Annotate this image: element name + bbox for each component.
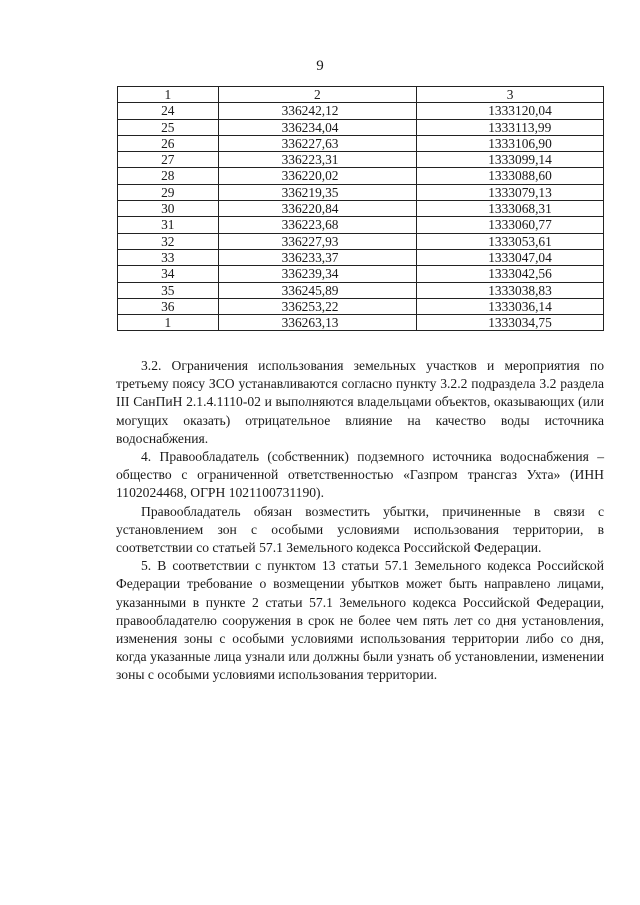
y-coordinate-cell: 1333047,04 [417, 249, 604, 265]
table-row [118, 201, 604, 217]
y-coordinate-cell: 1333042,56 [417, 266, 604, 282]
y-coordinate-cell: 1333088,60 [417, 168, 604, 184]
paragraph-compensation: Правообладатель обязан возместить убытки, причиненные в связи с установлением зон с особыми условиями использования территории, в соответствии со статьей 57.1 Земельного кодекса Российской Федерации. [116, 503, 604, 556]
table-row [118, 249, 604, 265]
table-row [118, 266, 604, 282]
y-coordinate-cell: 1333079,13 [417, 184, 604, 200]
point-number-cell: 25 [118, 119, 219, 135]
y-coordinate-cell: 1333120,04 [417, 103, 604, 119]
column-header: 2 [218, 87, 417, 103]
point-number-cell: 34 [118, 266, 219, 282]
point-number-cell: 26 [118, 135, 219, 151]
y-coordinate-cell: 1333060,77 [417, 217, 604, 233]
column-header: 1 [118, 87, 219, 103]
point-number-cell: 31 [118, 217, 219, 233]
body-text [116, 357, 604, 685]
table-row [118, 282, 604, 298]
point-number-cell: 30 [118, 201, 219, 217]
x-coordinate-cell: 336239,34 [218, 266, 417, 282]
point-number-cell: 33 [118, 249, 219, 265]
x-coordinate-cell: 336223,31 [218, 152, 417, 168]
table-row [118, 135, 604, 151]
table-row [118, 184, 604, 200]
point-number-cell: 36 [118, 298, 219, 314]
x-coordinate-cell: 336253,22 [218, 298, 417, 314]
x-coordinate-cell: 336263,13 [218, 315, 417, 331]
table-row [118, 152, 604, 168]
x-coordinate-cell: 336234,04 [218, 119, 417, 135]
table-row [118, 233, 604, 249]
y-coordinate-cell: 1333099,14 [417, 152, 604, 168]
table-row [118, 103, 604, 119]
x-coordinate-cell: 336242,12 [218, 103, 417, 119]
point-number-cell: 32 [118, 233, 219, 249]
coordinates-table [117, 86, 604, 331]
table-row [118, 217, 604, 233]
paragraph-3-2: 3.2. Ограничения использования земельных участков и мероприятия по третьему поясу ЗСО устанавливаются согласно пункту 3.2.2 подраздела 3.2 раздела III СанПиН 2.1.4.1110-02 и выполняются владельцами объектов, оказывающих (или могущих оказать) отрицательное влияние на качество воды источника водоснабжения. [116, 358, 604, 446]
x-coordinate-cell: 336227,63 [218, 135, 417, 151]
point-number-cell: 28 [118, 168, 219, 184]
y-coordinate-cell: 1333034,75 [417, 315, 604, 331]
y-coordinate-cell: 1333036,14 [417, 298, 604, 314]
x-coordinate-cell: 336220,02 [218, 168, 417, 184]
point-number-cell: 35 [118, 282, 219, 298]
y-coordinate-cell: 1333068,31 [417, 201, 604, 217]
point-number-cell: 27 [118, 152, 219, 168]
column-header: 3 [417, 87, 604, 103]
table-header-row [118, 87, 604, 103]
table-row [118, 168, 604, 184]
y-coordinate-cell: 1333053,61 [417, 233, 604, 249]
x-coordinate-cell: 336223,68 [218, 217, 417, 233]
x-coordinate-cell: 336220,84 [218, 201, 417, 217]
table-row [118, 119, 604, 135]
y-coordinate-cell: 1333113,99 [417, 119, 604, 135]
y-coordinate-cell: 1333106,90 [417, 135, 604, 151]
x-coordinate-cell: 336233,37 [218, 249, 417, 265]
table-row [118, 315, 604, 331]
table-row [118, 298, 604, 314]
x-coordinate-cell: 336245,89 [218, 282, 417, 298]
point-number-cell: 1 [118, 315, 219, 331]
paragraph-4: 4. Правообладатель (собственник) подземного источника водоснабжения – общество с ограниченной ответственностью «Газпром трансгаз Ухта» (ИНН 1102024468, ОГРН 1021100731190). [116, 449, 604, 501]
x-coordinate-cell: 336227,93 [218, 233, 417, 249]
point-number-cell: 24 [118, 103, 219, 119]
page-number: 9 [316, 58, 324, 74]
point-number-cell: 29 [118, 184, 219, 200]
y-coordinate-cell: 1333038,83 [417, 282, 604, 298]
x-coordinate-cell: 336219,35 [218, 184, 417, 200]
paragraph-5: 5. В соответствии с пунктом 13 статьи 57.1 Земельного кодекса Российской Федерации требование о возмещении убытков может быть направлено лицами, указанными в пункте 2 статьи 57.1 Земельного кодекса Российской Федерации, правообладателю сооружения в срок не более чем пять лет со дня установления, изменения зоны с особыми условиями использования территории либо со дня, когда указанные лица узнали или должны были узнать об установлении, изменении зоны с особыми условиями использования территории. [116, 558, 604, 683]
